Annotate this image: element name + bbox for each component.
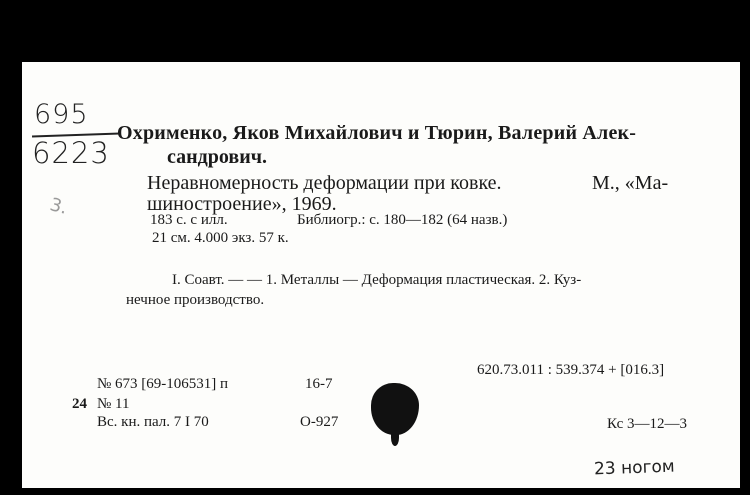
scan-border-bottom (0, 488, 750, 495)
collation-pages: 183 с. с илл. (150, 212, 228, 228)
ks-code: Кс 3—12—3 (607, 416, 688, 432)
registration-code: 16-7 (305, 376, 333, 392)
author-heading-line1: Охрименко, Яков Михайлович и Тюрин, Валерий Алек- (117, 122, 637, 144)
udc-classification: 620.73.011 : 539.374 + [016.3] (477, 362, 665, 378)
registration-line1: № 673 [69-106531] п (97, 376, 229, 392)
collation-size-print: 21 см. 4.000 экз. 57 к. (152, 230, 289, 246)
chamber-date: Вс. кн. пал. 7 I 70 (97, 414, 209, 430)
author-heading-line2: сандрович. (167, 146, 267, 168)
call-number-bottom: 6223 (32, 136, 110, 170)
ink-blot (371, 383, 419, 435)
title-line1: Неравномерность деформации при ковке. (147, 172, 502, 194)
collation-bibliography: Библиогр.: с. 180—182 (64 назв.) (297, 212, 508, 228)
scan-border-top (0, 0, 750, 62)
scan-border-right (740, 0, 750, 495)
scan-border-left (0, 0, 22, 495)
subjects-line1: I. Соавт. — — 1. Металлы — Деформация пластическая. 2. Куз- (172, 272, 582, 288)
title-publisher-place: М., «Ма- (592, 172, 669, 194)
ink-blot-tail (391, 430, 399, 446)
registration-line2: № 11 (97, 396, 130, 412)
pencil-mark: 3. (47, 194, 70, 219)
call-number-top: 695 (34, 99, 89, 130)
order-code: О-927 (300, 414, 339, 430)
title-line2: шиностроение», 1969. (147, 193, 337, 215)
handwritten-note: 23 ногом (593, 456, 676, 480)
subjects-line2: нечное производство. (126, 292, 265, 308)
registration-number-24: 24 (72, 396, 87, 412)
